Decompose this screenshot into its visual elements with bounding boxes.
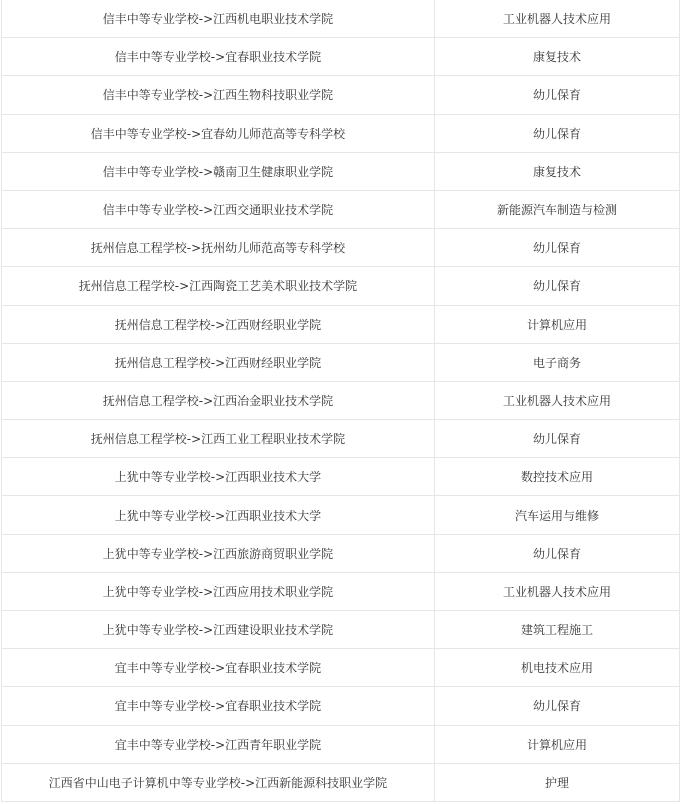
- table-row: [2, 343, 680, 381]
- table-row: [2, 534, 680, 572]
- major-cell: 幼儿保育: [435, 267, 680, 305]
- table-row: [2, 190, 680, 228]
- table-row: [2, 76, 680, 114]
- major-cell: 计算机应用: [435, 305, 680, 343]
- school-pathway-cell: 抚州信息工程学校->抚州幼儿师范高等专科学校: [2, 229, 435, 267]
- school-pathway-cell: 宜丰中等专业学校->江西青年职业学院: [2, 725, 435, 763]
- school-major-table: [1, 0, 680, 802]
- major-cell: 护理: [435, 763, 680, 801]
- major-cell: 数控技术应用: [435, 458, 680, 496]
- school-pathway-cell: 宜丰中等专业学校->宜春职业技术学院: [2, 687, 435, 725]
- table-row: [2, 267, 680, 305]
- major-cell: 幼儿保育: [435, 687, 680, 725]
- major-cell: 工业机器人技术应用: [435, 0, 680, 38]
- school-pathway-cell: 抚州信息工程学校->江西财经职业学院: [2, 343, 435, 381]
- school-pathway-cell: 上犹中等专业学校->江西职业技术大学: [2, 496, 435, 534]
- school-pathway-cell: 上犹中等专业学校->江西建设职业技术学院: [2, 611, 435, 649]
- major-cell: 电子商务: [435, 343, 680, 381]
- major-cell: 康复技术: [435, 152, 680, 190]
- table-row: [2, 152, 680, 190]
- school-pathway-cell: 信丰中等专业学校->赣南卫生健康职业学院: [2, 152, 435, 190]
- major-cell: 汽车运用与维修: [435, 496, 680, 534]
- major-cell: 新能源汽车制造与检测: [435, 190, 680, 228]
- table-row: [2, 305, 680, 343]
- table-row: [2, 114, 680, 152]
- school-pathway-cell: 江西省中山电子计算机中等专业学校->江西新能源科技职业学院: [2, 763, 435, 801]
- school-pathway-cell: 抚州信息工程学校->江西工业工程职业技术学院: [2, 420, 435, 458]
- school-pathway-cell: 抚州信息工程学校->江西陶瓷工艺美术职业技术学院: [2, 267, 435, 305]
- school-pathway-cell: 信丰中等专业学校->江西交通职业技术学院: [2, 190, 435, 228]
- major-cell: 幼儿保育: [435, 534, 680, 572]
- table-row: [2, 649, 680, 687]
- table-body: [2, 0, 680, 801]
- table-row: [2, 381, 680, 419]
- school-pathway-cell: 宜丰中等专业学校->宜春职业技术学院: [2, 649, 435, 687]
- table-row: [2, 229, 680, 267]
- major-cell: 幼儿保育: [435, 76, 680, 114]
- table-row: [2, 763, 680, 801]
- school-pathway-cell: 信丰中等专业学校->宜春职业技术学院: [2, 38, 435, 76]
- school-pathway-cell: 抚州信息工程学校->江西财经职业学院: [2, 305, 435, 343]
- table-row: [2, 687, 680, 725]
- table-row: [2, 572, 680, 610]
- school-pathway-cell: 抚州信息工程学校->江西冶金职业技术学院: [2, 381, 435, 419]
- school-pathway-cell: 上犹中等专业学校->江西应用技术职业学院: [2, 572, 435, 610]
- school-pathway-cell: 信丰中等专业学校->宜春幼儿师范高等专科学校: [2, 114, 435, 152]
- major-cell: 计算机应用: [435, 725, 680, 763]
- table-row: [2, 611, 680, 649]
- table-row: [2, 496, 680, 534]
- major-cell: 机电技术应用: [435, 649, 680, 687]
- school-pathway-cell: 上犹中等专业学校->江西旅游商贸职业学院: [2, 534, 435, 572]
- major-cell: 工业机器人技术应用: [435, 572, 680, 610]
- school-pathway-cell: 信丰中等专业学校->江西机电职业技术学院: [2, 0, 435, 38]
- major-cell: 康复技术: [435, 38, 680, 76]
- table-row: [2, 0, 680, 38]
- table-row: [2, 420, 680, 458]
- table-row: [2, 38, 680, 76]
- major-cell: 幼儿保育: [435, 420, 680, 458]
- school-pathway-cell: 信丰中等专业学校->江西生物科技职业学院: [2, 76, 435, 114]
- table-row: [2, 725, 680, 763]
- table-row: [2, 458, 680, 496]
- major-cell: 工业机器人技术应用: [435, 381, 680, 419]
- major-cell: 幼儿保育: [435, 114, 680, 152]
- major-cell: 建筑工程施工: [435, 611, 680, 649]
- major-cell: 幼儿保育: [435, 229, 680, 267]
- school-pathway-cell: 上犹中等专业学校->江西职业技术大学: [2, 458, 435, 496]
